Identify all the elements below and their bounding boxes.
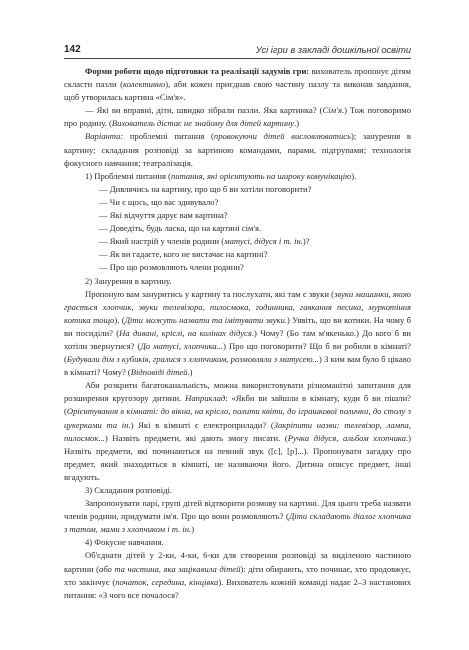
italic-text: звуки машинки, якою грається хлопчик, звуки телевізора, пилосмока, годинника, гавкання песика, муркотіння котика тощо — [64, 288, 411, 325]
text-run: )? — [302, 236, 310, 247]
italic-text: провокуючи дітей висловлюватись — [213, 131, 351, 142]
paragraph — [64, 288, 411, 380]
paragraph — [64, 379, 411, 484]
italic-text: матусі, дідуся і т. ін. — [224, 236, 303, 247]
text-run: ) З ким вам було б цікаво в кімнаті? Чому? ( — [64, 354, 412, 378]
text-run: — Чи є щось, що вас здивувало? — [99, 196, 219, 207]
text-run: — Які відчуття дарує вам картина? — [99, 210, 228, 221]
paragraph — [64, 104, 411, 130]
italic-text: Діти можуть назвати та імітувати звуки — [124, 314, 285, 325]
italic-text: або та частина, яка зацікавила дітей — [99, 563, 241, 574]
text-run: ). Вихователь кожній команді надає 2–3 настанових питання: «З чого все почалося? — [64, 576, 411, 600]
body-text — [64, 65, 411, 602]
text-run: .) Уявіть, що ви котики. На чому б ви посиділи? ( — [64, 314, 411, 338]
section-heading — [64, 484, 411, 497]
running-title: Усі ігри в закладі дошкільної освіти — [255, 45, 411, 55]
text-run: .) — [187, 367, 193, 378]
text-run: .) Назвіть предмети, які починаються на певний звук ([с], [р]...). Пропонувати загадку про предмет, який знаходиться в кімнаті, не називаючи його. Дитина описує предмет, інші вгадують. — [64, 432, 411, 482]
italic-text: Відповіді дітей — [130, 367, 188, 378]
dialogue-line — [64, 222, 411, 235]
italic-text: Сім'я — [322, 105, 342, 116]
text-run: ) Які в кімнаті є електроприлади? ( — [130, 419, 274, 430]
text-run: ): діти обирають, хто починає, хто продовжує, хто закінчує ( — [64, 563, 411, 587]
text-run: Аби розкрити багатоканальність, можна використовувати різноманітні запитання для розширення кругозору дитини. — [64, 380, 411, 404]
italic-text: Закріпити назви: телевізор, лампа, пилосмок... — [64, 419, 411, 443]
paragraph — [64, 130, 411, 169]
text-run: ) Назвіть предмети, які дають змогу писати. ( — [104, 432, 288, 443]
section-heading — [64, 275, 411, 288]
text-run: — Доведіть, будь ласка, що на картині сім'я. — [99, 223, 262, 234]
text-run: 4) Фокусне навчання. — [85, 537, 164, 548]
paragraph — [64, 549, 411, 601]
italic-text: Варіанти: — [85, 131, 124, 142]
paragraph — [64, 497, 411, 536]
section-heading — [64, 170, 411, 183]
text-run: : «Якби ви зайшли в кімнату, куди б ви пішли? ( — [64, 393, 411, 417]
text-run: — Який настрій у членів родини ( — [99, 236, 225, 247]
dialogue-line — [64, 209, 411, 222]
text-run: — Які ви вправні, діти, швидко зібрали пазли. Яка картинка? ( — [85, 105, 323, 116]
text-run: Пропоную вам зануритись у картину та послухати, які там є звуки ( — [85, 288, 335, 299]
text-run: Запропонувати парі, групі дітей відтворити розмову на картині. Для цього треба назвати членів родини, придумати ім'я. Про що вони розмовляють? ( — [64, 498, 411, 522]
text-run: 1) Проблемні питання ( — [85, 170, 171, 181]
text-run: проблемні питання ( — [123, 131, 214, 142]
paragraph — [64, 65, 411, 104]
text-run: 2) Занурення в картину. — [85, 275, 172, 286]
bold-text: Форми роботи щодо підготовки та реалізації задумів гри: — [85, 66, 310, 76]
italic-text: Вихователь дістає не знайому для дітей картину — [111, 118, 295, 129]
text-run: .) Тож поговоримо про родину. ( — [64, 105, 411, 129]
dialogue-line — [64, 248, 411, 261]
text-run: 3) Складання розповіді. — [85, 485, 173, 495]
italic-text: Орієнтування в кімнаті: до вікна, на крісло, полити квіти, до іграшкової полички, до столу з цукерками та ін. — [64, 406, 411, 430]
text-run: — Як ви гадаєте, кого не вистачає на картині? — [99, 249, 268, 260]
dialogue-line — [64, 183, 411, 196]
page-number: 142 — [64, 44, 81, 55]
italic-text: Будували дім з кубиків, гралися з хлопчиком, розмовляли з матусею... — [66, 354, 320, 365]
text-run: Об'єднати дітей у 2-ки, 4-ки, 6-ки для створення розповіді за виділеною частиною картини ( — [64, 550, 411, 574]
text-run: — Дивлячись на картину, про що б ви хотіли поговорити? — [99, 183, 312, 194]
text-run: — Про що розмовляють члени родини? — [99, 262, 244, 273]
italic-text: Наприклад — [185, 393, 226, 404]
dialogue-line — [64, 235, 411, 248]
page-header — [64, 41, 411, 59]
text-run: ) — [191, 524, 195, 535]
text-run: вихователь пропонує дітям скласти пазли ( — [64, 66, 411, 90]
italic-text: До матусі, хлопчика... — [140, 340, 224, 351]
dialogue-line — [64, 261, 411, 274]
text-run: .) Чому? (Бо там м'якенько.) До кого б ви хотіли звернутися? ( — [64, 327, 411, 351]
italic-text: колективно — [123, 79, 166, 90]
text-run: ). — [351, 170, 357, 181]
italic-text: На дивані, кріслі, на колінах дідуся — [119, 327, 252, 338]
italic-text: початок, середина, кінцівка — [115, 576, 219, 587]
text-run: .) — [294, 118, 300, 129]
text-run: ); занурення в картину; складання розповіді за картиною командами, парами, підгрупами; технологія фокусного навчання; театралізація. — [64, 131, 411, 168]
text-run: ). ( — [114, 314, 125, 325]
text-run: ) Про що поговорити? Що б ви робили в кімнаті? ( — [64, 340, 411, 365]
italic-text: питання, які орієнтують на широку комунікацію — [170, 170, 352, 181]
section-heading — [64, 536, 411, 549]
text-run: ), аби кожен приєднав свою частину пазлу та виконав завдання, щоб утворилась картина «Сім'я». — [64, 79, 412, 103]
dialogue-line — [64, 196, 411, 209]
italic-text: Ручка дідуся, альбом хлопчика — [287, 432, 406, 443]
italic-text: Діти складають діалог хлопчика з татом, мами з хлопчиком і т. ін. — [64, 511, 412, 535]
